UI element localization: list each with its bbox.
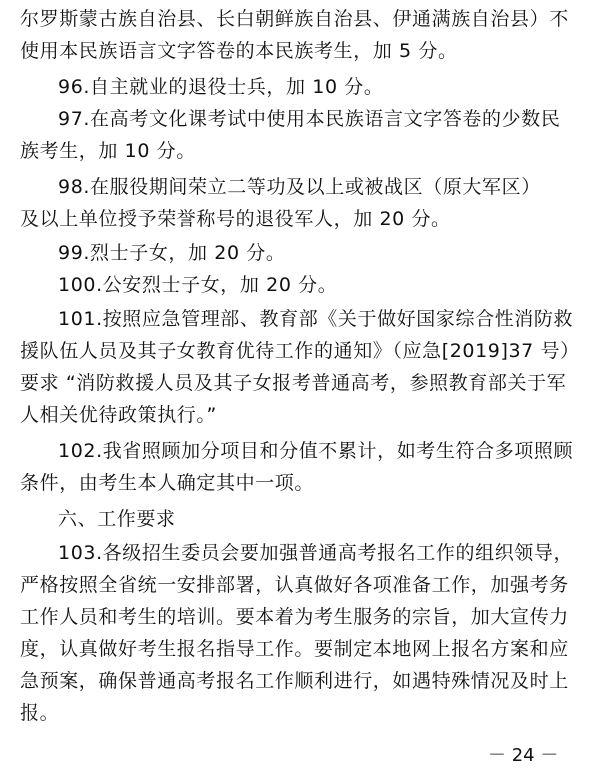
text-line: 使用本民族语言文字答卷的本民族考生，加 5 分。 — [20, 40, 458, 62]
section-heading-text: 六、工作要求 — [58, 508, 176, 530]
text-line: 族考生，加 10 分。 — [20, 140, 196, 162]
text-line: 尔罗斯蒙古族自治县、长白朝鲜族自治县、伊通满族自治县）不 — [20, 8, 569, 30]
item-97 — [20, 103, 580, 167]
item-101 — [20, 303, 580, 431]
text-line: 条件，由考生本人确定其中一项。 — [20, 472, 315, 494]
text-line: 97.在高考文化课考试中使用本民族语言文字答卷的少数民 — [58, 108, 561, 130]
text-line: 及以上单位授予荣誉称号的退役军人，加 20 分。 — [20, 208, 451, 230]
item-99 — [20, 237, 580, 269]
text-line: 人相关优待政策执行。” — [20, 404, 217, 426]
text-line: 99.烈士子女，加 20 分。 — [58, 242, 286, 264]
text-line: 援队伍人员及其子女教育优待工作的通知》（应急[2019]37 号） — [20, 340, 580, 362]
continuation-paragraph — [20, 3, 580, 67]
item-100 — [20, 269, 580, 301]
page-number: － 24 － — [488, 745, 559, 766]
text-line: 急预案，确保普通高考报名工作顺利进行，如遇特殊情况及时上 — [20, 670, 569, 692]
item-96 — [20, 71, 580, 103]
text-line: 103.各级招生委员会要加强普通高考报名工作的组织领导， — [58, 542, 574, 564]
text-line: 度，认真做好考生报名指导工作。要制定本地网上报名方案和应 — [20, 638, 569, 660]
text-line: 严格按照全省统一安排部署，认真做好各项准备工作，加强考务 — [20, 574, 569, 596]
text-line: 报。 — [20, 702, 60, 724]
text-line: 工作人员和考生的培训。要本着为考生服务的宗旨，加大宣传力 — [20, 606, 569, 628]
text-line: 100.公安烈士子女，加 20 分。 — [58, 274, 338, 296]
item-103 — [20, 537, 580, 729]
text-line: 96.自主就业的退役士兵，加 10 分。 — [58, 76, 384, 98]
text-line: 102.我省照顾加分项目和分值不累计，如考生符合多项照顾 — [58, 440, 574, 462]
text-line: 98.在服役期间荣立二等功及以上或被战区（原大军区） — [58, 176, 541, 198]
text-line: 101.按照应急管理部、教育部《关于做好国家综合性消防救 — [58, 308, 574, 330]
text-line: 要求 “消防救援人员及其子女报考普通高考，参照教育部关于军 — [20, 372, 567, 394]
item-102 — [20, 435, 580, 499]
section-heading — [20, 503, 580, 535]
item-98 — [20, 171, 580, 235]
